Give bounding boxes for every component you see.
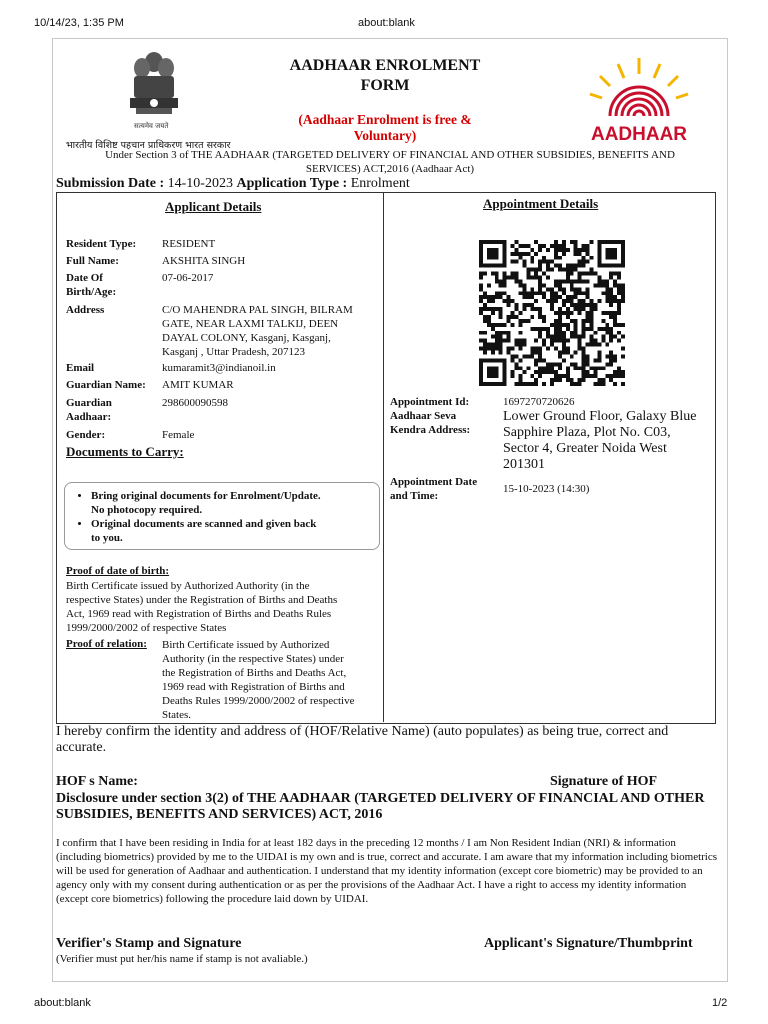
guardian-aadhaar-value: 298600090598 <box>162 397 228 409</box>
verifier-stamp-label: Verifier's Stamp and Signature <box>56 936 242 951</box>
applicant-signature-label: Applicant's Signature/Thumbprint <box>484 936 693 951</box>
relation-proof-text: Birth Certificate issued by Authorized Authority (in the respective States) under the Registration of Births and Deaths Act, 1969 read with Registration of Births and Deaths Rules 1999/2000/2002 of respective States. <box>162 639 355 721</box>
aadhaar-logo-icon <box>580 54 698 146</box>
gender-label: Gender: <box>66 429 106 441</box>
submission-date: 14-10-2023 <box>167 176 233 191</box>
documents-notice-box <box>64 482 380 550</box>
dob-proof-text: Birth Certificate issued by Authorized Authority (in the respective States) under the Registration of Births and Deaths Act, 1969 read with Registration of Births and Deaths Rules 1999/2000/2002 of respective States <box>66 580 338 634</box>
guardian-aadhaar-label: Guardian Aadhaar: <box>66 397 112 423</box>
appointment-datetime-label: Appointment Date and Time: <box>390 476 478 502</box>
column-divider <box>383 192 384 722</box>
guardian-name-value: AMIT KUMAR <box>162 379 234 391</box>
submission-date-label: Submission Date : <box>56 176 165 191</box>
kendra-address-label: Aadhaar Seva Kendra Address: <box>390 410 471 436</box>
address-value: C/O MAHENDRA PAL SINGH, BILRAM GATE, NEAR LAXMI TALKIJ, DEEN DAYAL COLONY, Kasganj, Kasganj, Kasganj , Uttar Pradesh, 207123 <box>162 304 353 358</box>
hof-name-label: HOF s Name: <box>56 774 138 789</box>
applicant-details-title: Applicant Details <box>165 199 262 214</box>
hof-signature-label: Signature of HOF <box>550 774 658 789</box>
gender-value: Female <box>162 429 195 441</box>
appointment-id-label: Appointment Id: <box>390 396 470 408</box>
documents-bullet: • Original documents are scanned and given back to you. <box>91 517 379 545</box>
dob-value: 07-06-2017 <box>162 272 214 284</box>
appointment-id-value: 1697270720626 <box>503 396 575 408</box>
application-type-label: Application Type : <box>236 176 348 191</box>
form-title: AADHAAR ENROLMENT FORM <box>289 57 481 94</box>
documents-bullet: • Bring original documents for Enrolment/Update. No photocopy required. <box>91 489 379 517</box>
appointment-datetime-value: 15-10-2023 (14:30) <box>503 483 590 495</box>
verifier-note: (Verifier must put her/his name if stamp is not avaliable.) <box>56 953 308 965</box>
identity-confirmation: I hereby confirm the identity and address of (HOF/Relative Name) (auto populates) as being true, correct and accurate. <box>56 724 669 755</box>
government-line: भारतीय विशिष्ट पहचान प्राधिकरण भारत सरकार <box>66 140 231 151</box>
dob-proof-label: Proof of date of birth: <box>66 565 170 577</box>
dob-label: Date Of Birth/Age: <box>66 272 117 298</box>
documents-title: Documents to Carry: <box>66 444 184 459</box>
emblem-caption: सत्यमेव जयते <box>134 122 169 130</box>
disclosure-text: I confirm that I have been residing in India for at least 182 days in the preceding 12 months / I am Non Resident Indian (NRI) & information (including biometrics) provided by me to the UIDAI is my own and is true, correct and accurate. I am aware that my information including biometrics will be used for generation of Aadhaar and authentication. I understand that my identity information (except core biometric) may be provided to an agency only with my consent during authentication or as per the provisions of the Aadhaar Act. I have a right to access my identity information (except core biometrics) following the procedure laid down by UIDAI. <box>56 837 718 905</box>
guardian-name-label: Guardian Name: <box>66 379 146 391</box>
email-value: kumaramit3@indianoil.in <box>162 362 276 374</box>
kendra-address-value: Lower Ground Floor, Galaxy Blue Sapphire Plaza, Plot No. C03, Sector 4, Greater Noida West 201301 <box>503 409 697 472</box>
appointment-details-title: Appointment Details <box>483 196 599 211</box>
full-name-label: Full Name: <box>66 255 119 267</box>
free-voluntary-note: (Aadhaar Enrolment is free & Voluntary) <box>298 112 472 143</box>
act-reference: Under Section 3 of THE AADHAAR (TARGETED DELIVERY OF FINANCIAL AND OTHER SUBSIDIES, BENEFITS AND SERVICES) ACT,2016 (Aadhaar Act) <box>105 149 675 175</box>
resident-type-value: RESIDENT <box>162 238 216 250</box>
email-label: Email <box>66 362 95 374</box>
print-page-title: about:blank <box>358 17 415 29</box>
print-datetime: 10/14/23, 1:35 PM <box>34 17 124 29</box>
aadhaar-logo-text: AADHAAR <box>590 124 688 145</box>
print-footer-url: about:blank <box>34 997 91 1009</box>
print-page-number: 1/2 <box>712 997 728 1009</box>
submission-row <box>56 176 410 192</box>
full-name-value: AKSHITA SINGH <box>162 255 246 267</box>
application-type: Enrolment <box>350 176 410 191</box>
disclosure-title: Disclosure under section 3(2) of THE AADHAAR (TARGETED DELIVERY OF FINANCIAL AND OTHER SUBSIDIES, BENEFITS AND SERVICES) ACT, 2016 <box>56 791 705 822</box>
relation-proof-label: Proof of relation: <box>66 638 147 650</box>
address-label: Address <box>66 304 105 316</box>
qr-code-icon <box>477 240 627 386</box>
resident-type-label: Resident Type: <box>66 238 137 250</box>
